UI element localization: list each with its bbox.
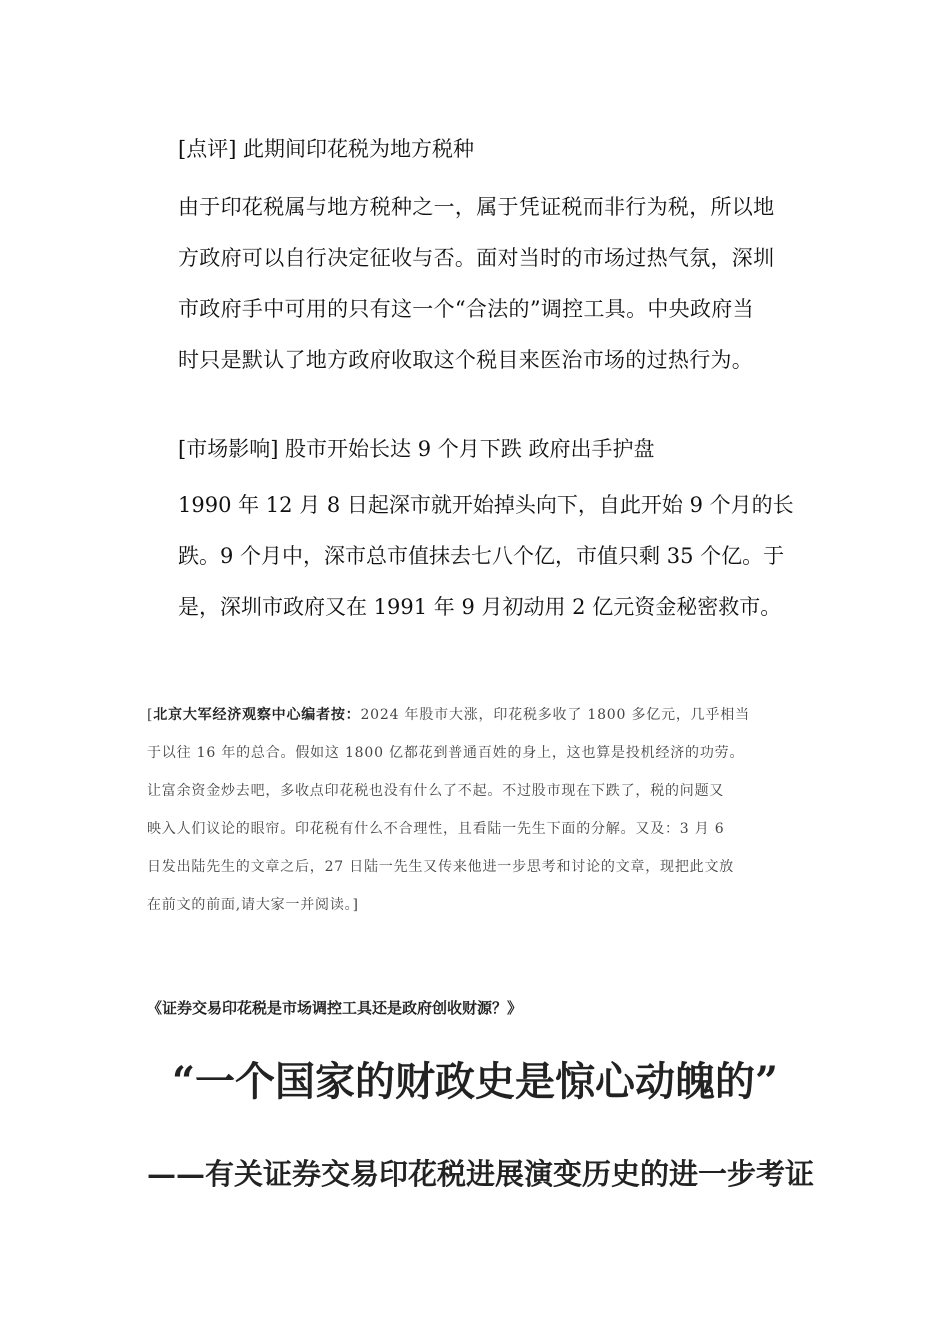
- editor-note-line: 日发出陆先生的文章之后，27 日陆一先生又传来他进一步思考和讨论的文章，现把此文放: [147, 859, 735, 875]
- paragraph-line: 由于印花税属与地方税种之一，属于凭证税而非行为税，所以地: [178, 195, 775, 219]
- subtitle: ——有关证券交易印花税进展演变历史的进一步考证: [147, 1157, 815, 1191]
- editor-note-line: 于以往 16 年的总合。假如这 1800 亿都花到普通百姓的身上，这也算是投机经济的功劳。: [147, 745, 745, 761]
- editor-note: [147, 696, 817, 924]
- market-impact-section: [178, 432, 818, 633]
- editor-note-text: 2024 年股市大涨，印花税多收了 1800 多亿元，几乎相当: [360, 707, 750, 723]
- editor-note-first-line: [147, 696, 817, 734]
- editor-note-line: 在前文的前面,请大家一并阅读。]: [147, 897, 359, 913]
- market-impact-heading: [市场影响] 股市开始长达 9 个月下跌 政府出手护盘: [178, 437, 655, 461]
- paragraph-line: 1990 年 12 月 8 日起深市就开始掉头向下，自此开始 9 个月的长: [178, 493, 794, 517]
- market-impact-paragraph: [178, 480, 818, 633]
- paragraph-line: 方政府可以自行决定征收与否。面对当时的市场过热气氛，深圳: [178, 246, 775, 270]
- editor-note-line: 让富余资金炒去吧，多收点印花税也没有什么了不起。不过股市现在下跌了，税的问题又: [147, 783, 725, 799]
- editor-note-label: 北京大军经济观察中心编者按：: [153, 707, 361, 723]
- paragraph-line: 是，深圳市政府又在 1991 年 9 月初动用 2 亿元资金秘密救市。: [178, 595, 782, 619]
- main-title: “一个国家的财政史是惊心动魄的”: [171, 1058, 778, 1105]
- commentary-paragraph: [178, 182, 818, 386]
- editor-note-line: 映入人们议论的眼帘。印花税有什么不合理性，且看陆一先生下面的分解。又及：3 月 6: [147, 821, 725, 837]
- source-article-title: 《证券交易印花税是市场调控工具还是政府创收财源？》: [147, 999, 523, 1017]
- paragraph-line: 市政府手中可用的只有这一个“合法的”调控工具。中央政府当: [178, 297, 754, 321]
- commentary-section: [178, 132, 818, 386]
- open-bracket: [: [147, 707, 154, 723]
- commentary-heading: [点评] 此期间印花税为地方税种: [178, 137, 475, 161]
- paragraph-line: 时只是默认了地方政府收取这个税目来医治市场的过热行为。: [178, 348, 754, 372]
- paragraph-line: 跌。9 个月中，深市总市值抹去七八个亿，市值只剩 35 个亿。于: [178, 544, 785, 568]
